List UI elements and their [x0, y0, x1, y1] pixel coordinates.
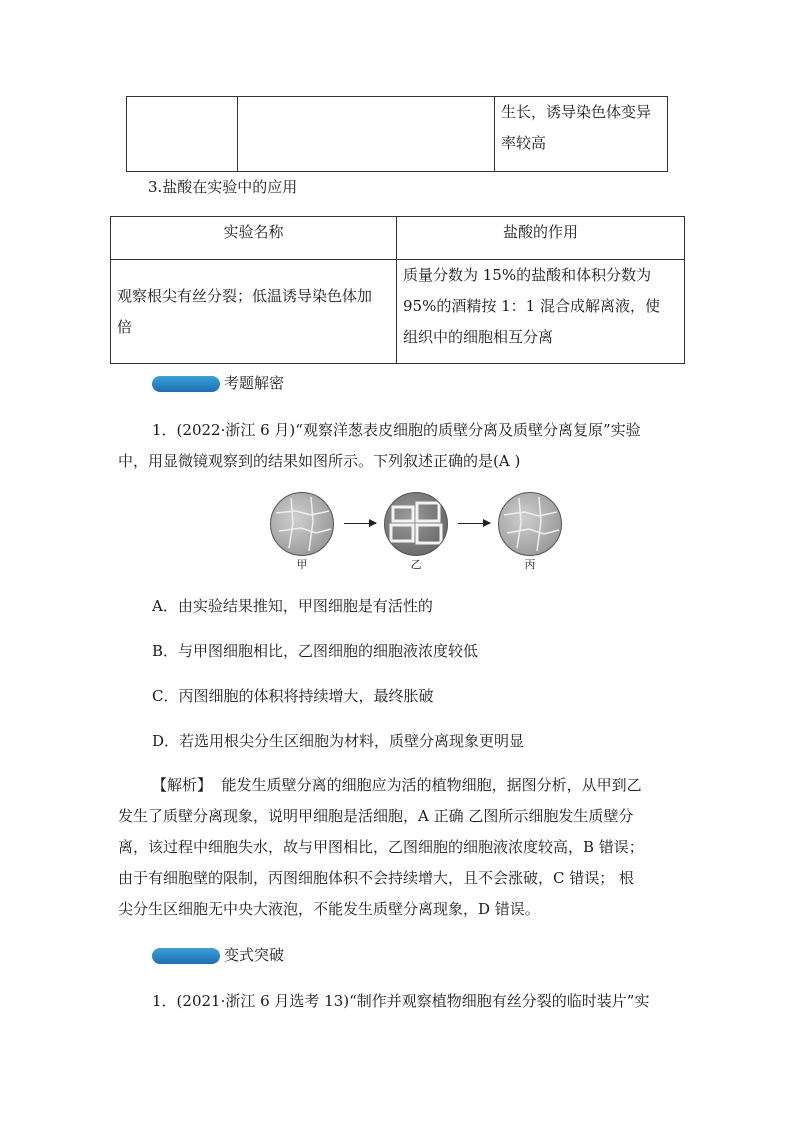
cell-line: 观察根尖有丝分裂；低温诱导染色体加: [117, 286, 373, 305]
tag-label: 考题解密: [224, 374, 285, 392]
micrograph-figure: [260, 490, 560, 570]
table-row: [111, 260, 685, 364]
question-line: 中，用显微镜观察到的结果如图所示。下列叙述正确的是(A ): [118, 452, 521, 470]
analysis-text: 能发生质壁分离的细胞应为活的植物细胞，据图分析，从甲到乙: [221, 776, 642, 794]
section-tag: [152, 372, 284, 393]
table-cell: [238, 97, 495, 172]
figure-label: 乙: [410, 558, 422, 571]
tag-badge: [152, 948, 220, 964]
cell-line: 组织中的细胞相互分离: [403, 328, 554, 346]
cell-line: 率较高: [501, 134, 547, 152]
tag-badge: [152, 376, 220, 392]
figure-label: 丙: [524, 558, 536, 571]
table-row: [127, 97, 668, 172]
analysis-line: [152, 770, 712, 800]
figure-label: 甲: [296, 558, 308, 571]
column-header: 实验名称: [111, 217, 397, 260]
analysis-line: 发生了质壁分离现象，说明甲细胞是活细胞，A 正确 乙图所示细胞发生质壁分: [118, 807, 634, 825]
question-line: 1．(2022·浙江 6 月)“观察洋葱表皮细胞的质壁分离及质壁分离复原”实验: [152, 421, 641, 439]
option-a: A．由实验结果推知，甲图细胞是有活性的: [152, 597, 433, 615]
section-title: 3.盐酸在实验中的应用: [148, 178, 298, 196]
table-cell: [111, 260, 397, 364]
option-b: B．与甲图细胞相比，乙图细胞的细胞液浓度较低: [152, 642, 479, 660]
question-line: 1．(2021·浙江 6 月选考 13)“制作并观察植物细胞有丝分裂的临时装片”实: [152, 992, 650, 1010]
cell-line: 质量分数为 15%的盐酸和体积分数为: [403, 266, 652, 284]
cell-line: 倍: [117, 317, 133, 336]
table-header-row: [111, 217, 685, 260]
table-cell: [127, 97, 238, 172]
cell-line: 95%的酒精按 1：1 混合成解离液，使: [403, 297, 660, 315]
micrograph-b: [384, 492, 448, 556]
table-continued: [126, 96, 668, 172]
cell-texture: [499, 493, 561, 555]
arrow-icon: [344, 523, 376, 524]
option-c: C．丙图细胞的体积将持续增大，最终胀破: [152, 687, 434, 705]
micrograph-a: [270, 492, 334, 556]
analysis-label: 【解析】: [152, 776, 213, 794]
hcl-table: [110, 216, 685, 364]
analysis-line: 尖分生区细胞无中央大液泡，不能发生质壁分离现象，D 错误。: [118, 900, 540, 918]
cell-texture: [385, 493, 447, 555]
option-d: D．若选用根尖分生区细胞为材料，质壁分离现象更明显: [152, 732, 525, 750]
tag-label: 变式突破: [224, 946, 285, 964]
section-tag: [152, 944, 284, 965]
cell-line: 生长，诱导染色体变异: [501, 103, 652, 121]
column-header: 盐酸的作用: [397, 217, 685, 260]
table-cell: [397, 260, 685, 364]
micrograph-c: [498, 492, 562, 556]
cell-texture: [271, 493, 333, 555]
analysis-line: 离，该过程中细胞失水，故与甲图相比，乙图细胞的细胞液浓度较高，B 错误；: [118, 838, 644, 856]
arrow-icon: [458, 523, 490, 524]
analysis-line: 由于有细胞壁的限制，丙图细胞体积不会持续增大，且不会涨破，C 错误； 根: [118, 869, 635, 887]
table-cell: [495, 97, 668, 172]
